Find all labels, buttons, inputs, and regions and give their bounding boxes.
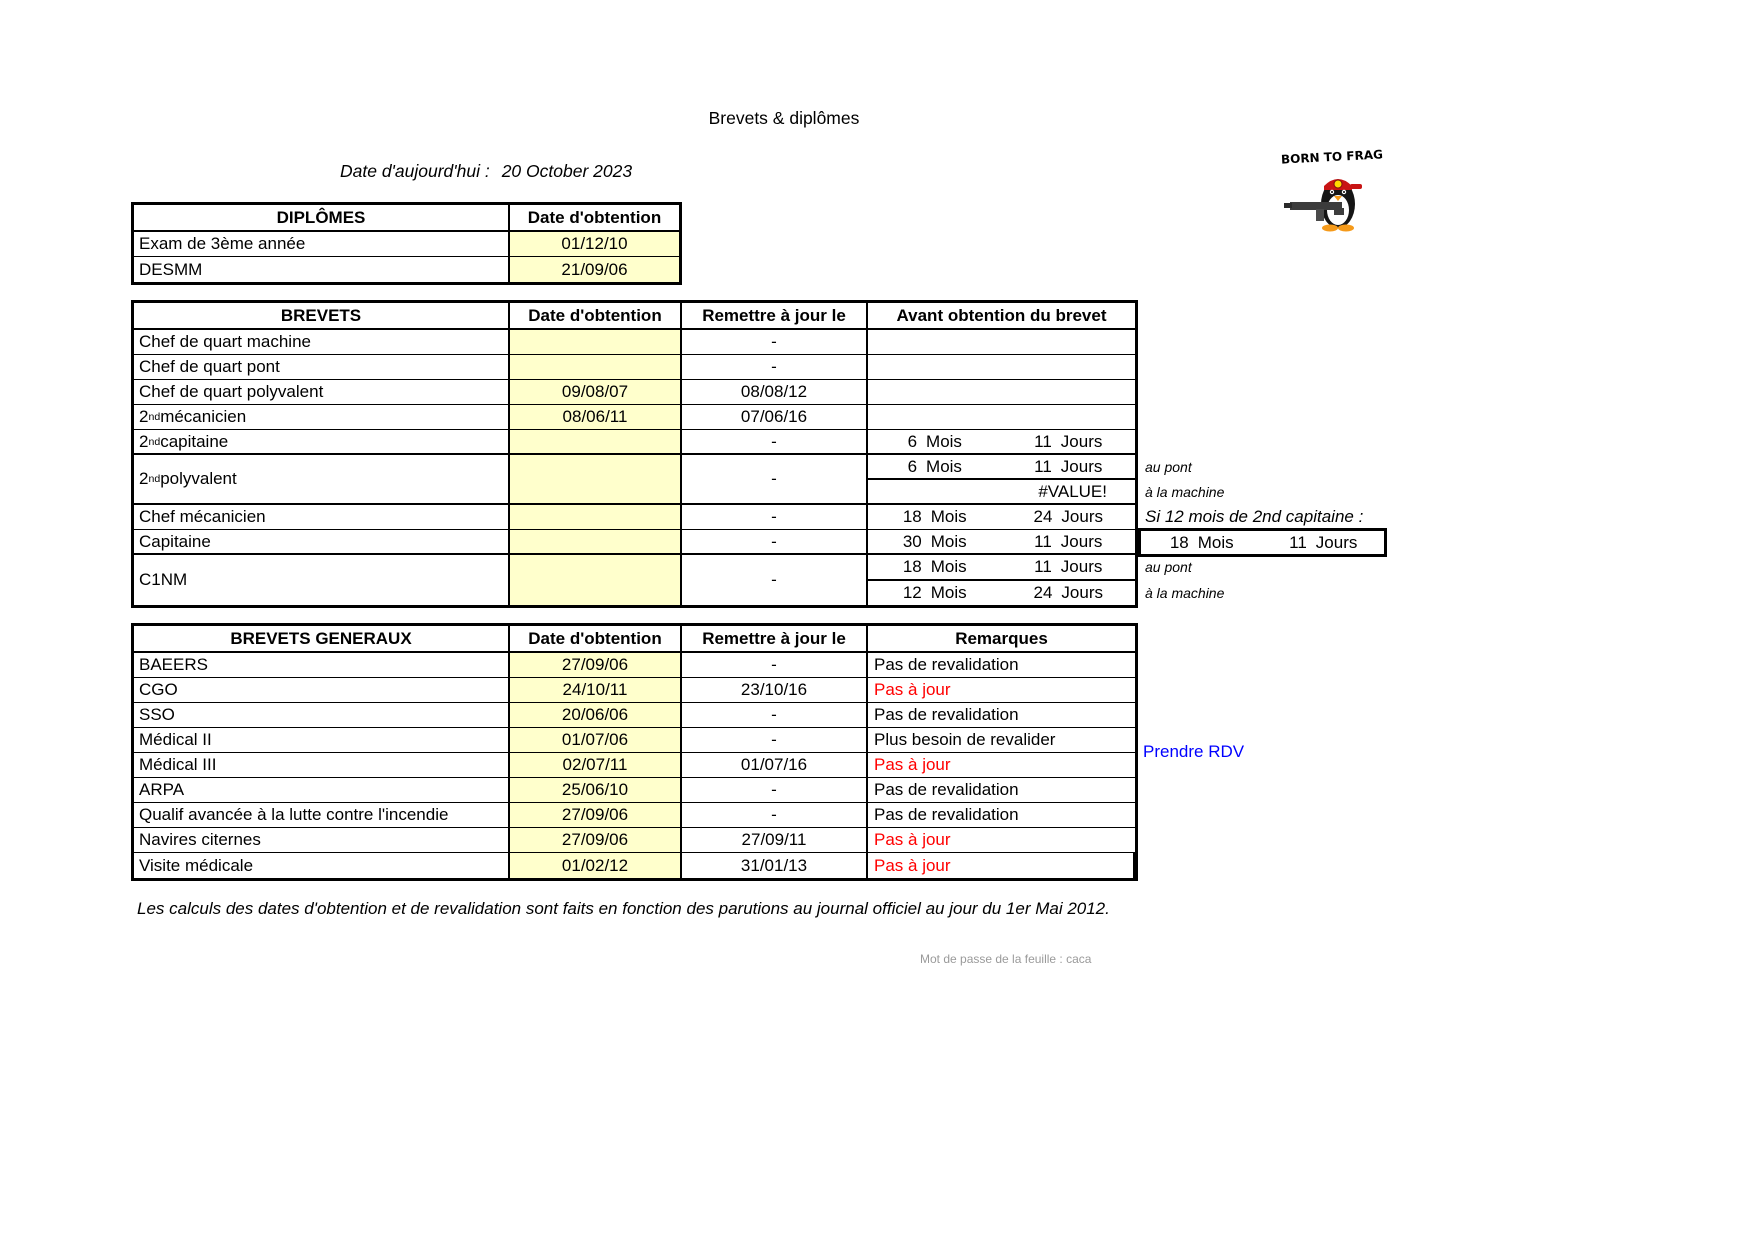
table-row xyxy=(134,455,1225,505)
cell-date xyxy=(510,355,682,379)
cell-renew: - xyxy=(682,778,868,802)
cell-before xyxy=(868,555,1225,605)
cell-date: 02/07/11 xyxy=(510,753,682,777)
table-row xyxy=(134,678,1135,703)
cell-renew: 27/09/11 xyxy=(682,828,868,852)
cell-date: 01/02/12 xyxy=(510,853,682,878)
generaux-header-row xyxy=(134,626,1135,653)
today-date-value: 20 October 2023 xyxy=(501,161,633,181)
diplomes-header-date: Date d'obtention xyxy=(510,205,679,230)
generaux-header-title: BREVETS GENERAUX xyxy=(134,626,510,651)
cell-label: Navires citernes xyxy=(134,828,510,852)
cell-renew: 31/01/13 xyxy=(682,853,868,878)
table-row xyxy=(134,505,1364,530)
cell-label: Chef de quart pont xyxy=(134,355,510,379)
cell-label: Qualif avancée à la lutte contre l'incendie xyxy=(134,803,510,827)
side-note: Si 12 mois de 2nd capitaine : xyxy=(1145,507,1364,526)
table-row xyxy=(134,355,1135,380)
cell-label: Exam de 3ème année xyxy=(134,232,510,256)
today-date-line xyxy=(340,161,632,182)
cell-remark: Pas à jour xyxy=(868,853,1135,878)
cell-renew: 07/06/16 xyxy=(682,405,868,429)
cell-date: 24/10/11 xyxy=(510,678,682,702)
cell-before: 30 Mois 11 Jours 18 Mois 11 Jours xyxy=(868,530,1135,553)
cell-label: DESMM xyxy=(134,257,510,282)
cell-before xyxy=(868,405,1135,429)
brevets-header-renew: Remettre à jour le xyxy=(682,303,868,328)
cell-date: 08/06/11 xyxy=(510,405,682,429)
page-title: Brevets & diplômes xyxy=(708,108,860,128)
table-row xyxy=(134,330,1135,355)
cell-date xyxy=(510,430,682,453)
generaux-header-date: Date d'obtention xyxy=(510,626,682,651)
side-note: à la machine xyxy=(1145,483,1225,500)
cell-before xyxy=(868,455,1225,503)
cell-renew: 08/08/12 xyxy=(682,380,868,404)
table-row xyxy=(134,232,679,257)
cell-label: CGO xyxy=(134,678,510,702)
born-to-frag-image xyxy=(1272,146,1392,234)
cell-date: 27/09/06 xyxy=(510,803,682,827)
cell-renew: - xyxy=(682,330,868,354)
cell-remark: Plus besoin de revalider xyxy=(874,730,1056,749)
before-sub-row: 18 Mois 11 Jours au pont xyxy=(868,555,1135,581)
cell-renew: - xyxy=(682,728,868,752)
table-row xyxy=(134,753,1135,778)
cell-renew: - xyxy=(682,455,868,503)
brevets-table xyxy=(131,300,1364,608)
cell-renew: - xyxy=(682,430,868,453)
table-row xyxy=(134,380,1135,405)
table-row xyxy=(134,430,1135,455)
before-sub-row xyxy=(868,480,1225,503)
cell-remark: Pas de revalidation xyxy=(874,705,1019,724)
cell-before: 18 Mois 24 Jours Si 12 mois de 2nd capitaine : xyxy=(902,507,1364,526)
cell-remark: Pas à jour xyxy=(874,680,951,699)
cell-before xyxy=(868,380,1135,404)
brevets-header-row xyxy=(134,303,1135,330)
brevets-header-before: Avant obtention du brevet xyxy=(868,303,1135,328)
cell-label: Chef de quart machine xyxy=(134,330,510,354)
cell-remark: Pas à jour xyxy=(874,755,951,774)
table-row xyxy=(134,257,679,282)
cell-label: Chef de quart polyvalent xyxy=(134,380,510,404)
cell-label: SSO xyxy=(134,703,510,727)
cell-date: 27/09/06 xyxy=(510,653,682,677)
table-row xyxy=(134,405,1135,430)
cell-date: 09/08/07 xyxy=(510,380,682,404)
side-box: 18 Mois 11 Jours xyxy=(1138,528,1387,557)
cell-renew: - xyxy=(682,653,868,677)
cell-renew: - xyxy=(682,555,868,605)
cell-before xyxy=(868,355,1135,379)
table-row xyxy=(134,778,1135,803)
cell-label: Médical II xyxy=(134,728,510,752)
cell-renew: 01/07/16 xyxy=(682,753,868,777)
cell-renew: - xyxy=(682,355,868,379)
cell-label: ARPA xyxy=(134,778,510,802)
badge-caption: BORN TO FRAG xyxy=(1280,147,1384,167)
brevets-header-title: BREVETS xyxy=(134,303,510,328)
side-note: au pont xyxy=(1145,458,1192,475)
gun-magazine xyxy=(1316,209,1324,221)
cell-date: 01/12/10 xyxy=(510,232,679,256)
today-date-label: Date d'aujourd'hui : xyxy=(340,161,490,181)
cell-date: 25/06/10 xyxy=(510,778,682,802)
cell-remark: Pas à jour xyxy=(874,830,951,849)
cell-renew: - xyxy=(682,803,868,827)
cell-date: 20/06/06 xyxy=(510,703,682,727)
before-sub-row: 12 Mois 24 Jours à la machine xyxy=(902,583,1225,602)
cell-label: Médical III xyxy=(134,753,510,777)
generaux-header-remarks: Remarques xyxy=(868,626,1135,651)
table-row xyxy=(134,530,1358,555)
side-note: à la machine xyxy=(1145,585,1225,601)
prendre-rdv-link[interactable]: Prendre RDV xyxy=(1143,742,1245,761)
diplomes-table xyxy=(131,202,682,285)
cell-date xyxy=(510,455,682,503)
cell-label: 2 nd mécanicien xyxy=(134,405,510,429)
password-note: Mot de passe de la feuille : caca xyxy=(920,952,1092,966)
cell-date xyxy=(510,555,682,605)
error-value: #VALUE! xyxy=(1038,481,1107,501)
cell-date: 01/07/06 xyxy=(510,728,682,752)
before-sub-row: 6 Mois 11 Jours au pont xyxy=(868,455,1135,480)
cell-before xyxy=(868,330,1135,354)
cell-label: 2 nd capitaine xyxy=(134,430,510,453)
brevets-header-date: Date d'obtention xyxy=(510,303,682,328)
table-row xyxy=(134,703,1135,728)
cell-renew: - xyxy=(682,530,868,553)
cell-date xyxy=(510,530,682,553)
cell-label: 2 nd polyvalent xyxy=(134,455,510,503)
diplomes-header-row xyxy=(134,205,679,232)
brevets-generaux-table xyxy=(131,623,1245,881)
cell-label: C1NM xyxy=(134,555,510,605)
cell-remark: Pas de revalidation xyxy=(874,780,1019,799)
cell-renew: - xyxy=(682,505,868,529)
table-row xyxy=(134,653,1135,678)
cell-renew: 23/10/16 xyxy=(682,678,868,702)
table-row xyxy=(134,728,1135,753)
generaux-header-renew: Remettre à jour le xyxy=(682,626,868,651)
footer-note: Les calculs des dates d'obtention et de revalidation sont faits en fonction des parutions au journal officiel au jour du 1er Mai 2012. xyxy=(137,899,1110,918)
cell-date: 27/09/06 xyxy=(510,828,682,852)
cell-before: 6 Mois 11 Jours xyxy=(907,431,1103,451)
cell-label: BAEERS xyxy=(134,653,510,677)
cell-label: Chef mécanicien xyxy=(134,505,510,529)
table-row xyxy=(134,803,1135,828)
table-row xyxy=(134,828,1135,853)
diplomes-header-title: DIPLÔMES xyxy=(134,205,510,230)
cell-remark: Pas de revalidation xyxy=(874,655,1019,674)
cell-remark: Pas de revalidation xyxy=(874,805,1019,824)
tux-with-gun-illustration xyxy=(1272,146,1392,234)
cell-label: Visite médicale xyxy=(134,853,510,878)
table-row xyxy=(134,555,1225,605)
side-note: au pont xyxy=(1145,559,1192,575)
cell-date xyxy=(510,505,682,529)
cell-label: Capitaine xyxy=(134,530,510,553)
cell-date xyxy=(510,330,682,354)
cell-renew: - xyxy=(682,703,868,727)
cell-date: 21/09/06 xyxy=(510,257,679,282)
